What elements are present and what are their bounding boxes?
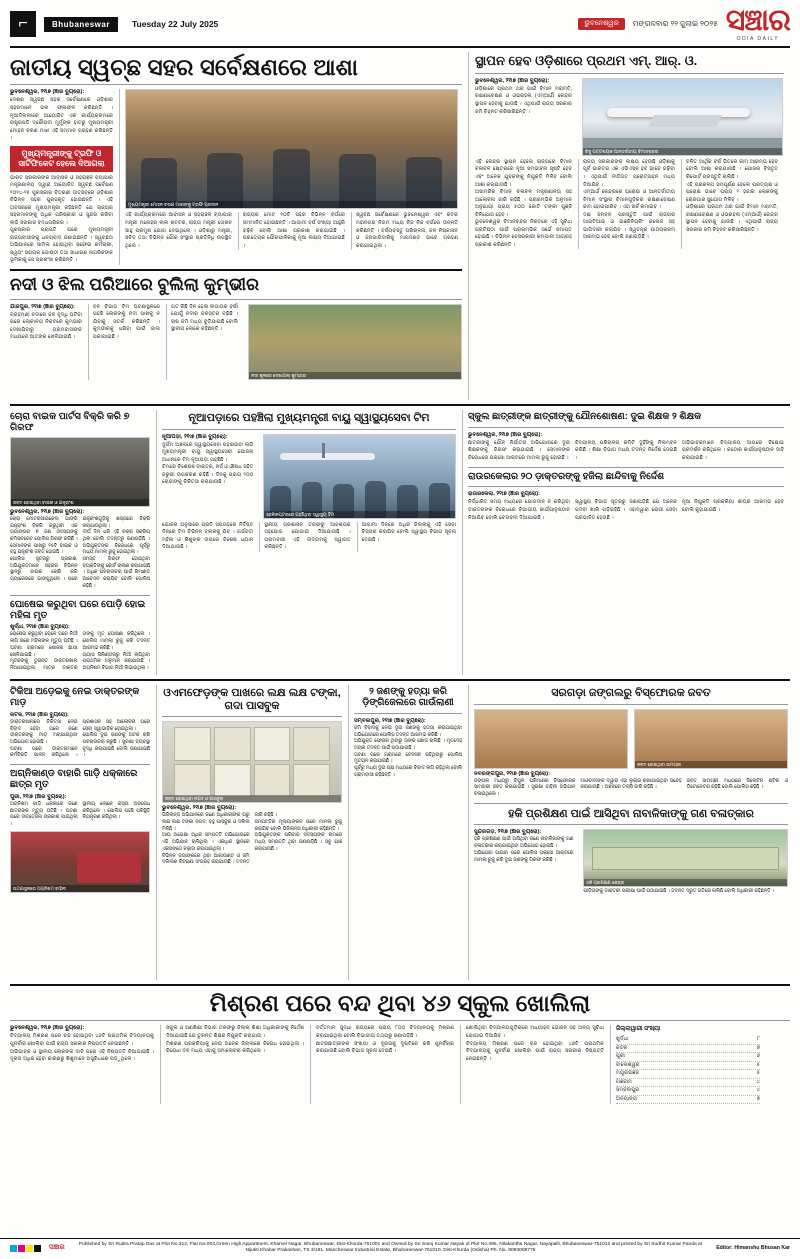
cmyk-swatch <box>18 1245 25 1252</box>
teachers-para-1: ଛାତ୍ରୀଙ୍କୁ ଯୌନ ନିର୍ଯାତନା ଅଭିଯୋଗରେ ଦୁଇ ଶିକ୍ଷକଙ୍କୁ ଗିରଫ କରାଯାଇଛି । ସେମାନଙ୍କ ବିରୋଧରେ ପକ୍ସୋ ଆକ୍ଟରେ ମାମଲା ରୁଜୁ ହୋଇଛି । <box>468 439 570 461</box>
stats-row <box>616 1045 760 1054</box>
stats-row <box>616 1087 760 1096</box>
stats-label: କଟକ <box>616 1044 628 1051</box>
teachers-body <box>468 440 784 463</box>
doctor-para-1: ଡାକ୍ତରଖାନାରେ ଚିକିତ୍ସା ନେଇ ବିବାଦ ହେବା ପରେ ଜଣେ ଡାକ୍ତରଙ୍କୁ ମାଡ଼ ମରାଯାଇଥିବା ଅଭିଯୋଗ ହୋଇଛି । <box>10 719 78 745</box>
stats-row <box>616 1036 760 1045</box>
masthead <box>10 6 790 48</box>
right-column <box>468 685 788 980</box>
lead-para-6: ସ୍ୱଚ୍ଛ ସର୍ବେକ୍ଷଣରେ ଭୁବନେଶ୍ୱର ଏବଂ କଟକ ମହାନଗର ନିଗମ ମଧ୍ୟ ନିଜ ନିଜ ବର୍ଗରେ ଉନ୍ନତି କରିଛନ୍ତି । ବର୍ଜ୍ୟବସ୍ତୁ ପରିଚାଳନା, ଜଳ ନିଷ୍କାସନ ଓ ଜନଭାଗିଦାରିକୁ ମାପଦଣ୍ଡ ଭାବେ ଗ୍ରହଣ କରାଯାଇଥିଲା । <box>355 212 458 249</box>
election-para-2: ସ୍ୱାସ୍ଥ୍ୟ ବିଭାଗ ସୂତ୍ରରୁ ଜଣାପଡ଼ିଛି ଯେ ଅନେକ ପଦବୀ ଖାଲି ପଡ଼ିରହିଛି । ଏହାଦ୍ୱାରା ରୋଗୀ ସେବା ପ୍ରଭାବିତ ହେଉଛି । <box>575 499 677 521</box>
schools-body <box>10 1025 790 1104</box>
divider <box>468 486 784 487</box>
cash-headline: ଓଏମଫେଡ଼ଙ୍କ ପାଖରେ ଲକ୍ଷ ଲକ୍ଷ ଟଙ୍କା, ଗଦା ପାସବୁକ <box>163 687 341 712</box>
schools-stats-list <box>616 1036 760 1104</box>
lead-col-3 <box>238 212 345 250</box>
divider <box>10 269 462 271</box>
fire-body <box>10 802 150 829</box>
duplicate-para-3: ଘଟଣା ପରେ ଗ୍ରାମରେ ଟେନସନ ରହିଥିବାରୁ ପୋଲିସ ମୁତୟନ କରାଯାଇଛି । <box>354 752 462 765</box>
cash-para-4: ସମ୍ପତ୍ତିର ମୂଲ୍ୟାଙ୍କନ ପରେ ମାମଲା ରୁଜୁ କରାଯିବ ବୋଲି ଭିଜିଲାନ୍ସ ଅଧିକାରୀ କହିଛନ୍ତି । <box>254 819 342 832</box>
health-team-col-2 <box>162 522 253 552</box>
mro-para-1: ଓଡ଼ିଶାରେ ପ୍ରଥମ ଥର ପାଇଁ ବିମାନ ମରାମତି, ରକ୍ଷଣାବେକ୍ଷଣ ଓ ଓଭରହଲ (ଏମ୍ଆର୍ଓ) କେନ୍ଦ୍ର ସ୍ଥାପନ ହେବାକୁ ଯାଉଛି । ଏଥିପାଇଁ ରାଜ୍ୟ ସରକାର ଜମି ଚିହ୍ନଟ କରିସାରିଛନ୍ତି । <box>475 85 572 115</box>
schools-para-3: ସ୍କୁଲ ଓ ଗଣଶିକ୍ଷା ବିଭାଗ ତରଫରୁ ଜିଲ୍ଲା ଶିକ୍ଷା ଅଧିକାରୀଙ୍କୁ ନିର୍ଦ୍ଦେଶ ଦିଆଯାଇଛି ଯେ ତୁରନ୍ତ ଶିକ୍ଷକ ନିଯୁକ୍ତି କରାଯାଉ । <box>166 1025 304 1039</box>
footer-imprint: Published by Sri Rudra Pratap Das at Plot No.312, Flat No.003,Green High Appartment, Kharvel Nagar, Bhubaneswar, Dist-Khorda-751001 and Owned by Sri Saroj Kumar Nayak of Plot No.495, Nilakantha Nagar, Nayapalli, Bhubaneswar-751012 and printed by Sri Sudhir Kumar Panda at Nijukti Khabar Prakashan, TS 3/191, Mancheswar Industrial Estate, Bhubaneswar-751010, Dist-Khurda (Odisha) Ph. No. 8093008776 <box>78 1241 703 1254</box>
mro-photo-block <box>578 78 783 156</box>
flood-para-1: ବ୍ରାହ୍ମଣୀ ନଦୀରେ ଜଳ ବୃଦ୍ଧି ଘଟିବା ପରେ ଲୋକାଳୟ ନିକଟରେ କୁମ୍ଭୀର ଦେଖାଯିବାରୁ ଗ୍ରାମବାସୀଙ୍କ ମଧ୍ୟରେ ଆତଙ୍କ ଖେଳିଯାଇଛି । <box>10 311 82 341</box>
newspaper-title: ସଞ୍ଚାର <box>725 4 790 37</box>
stats-label: ଅନ୍ୟାନ୍ୟ <box>616 1095 637 1102</box>
woman-death-para-1: ରୋଷେଇ କରୁଥିବା ବେଳେ ଘରେ ନିଆଁ ଲାଗି ଜଣେ ମହିଳାଙ୍କ ମୃତ୍ୟୁ ଘଟିଛି । ଘଟଣା ଗ୍ରାମରେ ଶୋକର ଛାୟା ଖେଳିଯାଇଛି । <box>10 632 78 658</box>
flood-col-2 <box>88 304 160 380</box>
cash-para-3: ବିଭିନ୍ନ ବ୍ୟାଙ୍କରେ ଥିବା ଆକାଉଣ୍ଟ ଓ ଜମି ଦଲିଲର ବିବରଣୀ ସଂଗ୍ରହ କରାଯାଉଛି । ତଦନ୍ତ ଜାରି ରହିଛି । <box>162 813 277 866</box>
health-team-para-4: ସ୍ଥାନୀୟ ପ୍ରଶାସନ ତରଫରୁ ଆବଶ୍ୟକ ସହଯୋଗ ଯୋଗାଇ ଦିଆଯାଉଛି । ଗ୍ରାମବାସୀ ଏହି ଉଦ୍ୟମକୁ ସ୍ୱାଗତ କରିଛନ୍ତି । <box>264 521 351 551</box>
bikes-photo <box>10 437 150 507</box>
flood-photo-block <box>244 304 462 380</box>
fire-dateline: ପୁରୀ, ୨୧ା୭ (ଞ୍ଚାର ବ୍ୟୁରୋ): <box>10 793 67 800</box>
footer-editor-label: Editor: <box>716 1245 733 1252</box>
lead-para-2: ଭାରତ ସରକାରଙ୍କ ଆବାସନ ଓ ସହରାଞ୍ଚଳ ବ୍ୟାପାର ମନ୍ତ୍ରଣାଳୟ ଦ୍ୱାରା ଆୟୋଜିତ ସ୍ୱଚ୍ଛ ସର୍ବେକ୍ଷଣ ୨୦୨୪-୨୫ ପୁରସ୍କାର ବିତରଣୀ ଉତ୍ସବରେ ଓଡ଼ିଶାର ବିଭିନ୍ନ ସହର ପୁରସ୍କୃତ ହୋଇଛନ୍ତି । ଏହି ଅବସରରେ ମୁଖ୍ୟମନ୍ତ୍ରୀ କହିଛନ୍ତି ଯେ ରାଜ୍ୟର ସହରମାନଙ୍କୁ ଅଧିକ ପରିଷ୍କାର ଓ ସୁନ୍ଦର କରିବା ଲାଗି ସରକାର ବଦ୍ଧପରିକର । <box>10 174 113 226</box>
cash-body <box>162 813 342 867</box>
schools-col-3 <box>310 1025 454 1104</box>
masthead-right <box>578 6 790 42</box>
schools-dateline: ଭୁବନେଶ୍ୱର, ୨୧ା୭ (ଞ୍ଚାର ବ୍ୟୁରୋ): <box>10 1025 85 1032</box>
rape-body <box>474 829 788 896</box>
flood-col-3 <box>166 304 238 380</box>
lead-headline: ଜାତୀୟ ସ୍ୱଚ୍ଛ ସହର ସର୍ବେକ୍ଷଣରେ ଆଶା <box>10 54 358 80</box>
mro-top <box>475 78 784 156</box>
teachers-dateline: ଭୁବନେଶ୍ୱର, ୨୧ା୭ (ଞ୍ଚାର ବ୍ୟୁରୋ): <box>468 431 543 438</box>
mro-para-5: ରାଜ୍ୟ ସରକାରଙ୍କ ଲକ୍ଷ୍ୟ ହେଉଛି ଓଡ଼ିଶାକୁ ପୂର୍ବ ଭାରତର ଏକ ଏଭିଏସନ ହବ ଭାବେ ଗଢ଼ିବା । ଏଥିପାଇଁ ନୀତିଗତ ପ୍ରୋତ୍ସାହନ ମଧ୍ୟ ଦିଆଯିବ । <box>583 158 675 188</box>
rape-photo-caption: ହକି ପ୍ରଶିକ୍ଷଣ କେନ୍ଦ୍ର <box>584 879 787 886</box>
edition-city: Bhubaneswar <box>44 17 118 32</box>
lead-lower-cols <box>125 212 458 250</box>
schools-col-4 <box>460 1025 604 1104</box>
flood-col-1 <box>10 304 82 380</box>
flood-headline: ନଦୀ ଓ ଝିଲ ପରିଆରେ ବୁଲିଲା କୁମ୍ଭୀର <box>10 275 259 294</box>
schools-section <box>10 990 790 1104</box>
divider <box>162 429 456 430</box>
health-team-para-1: ଦୁର୍ଗମ ଅଞ୍ଚଳରେ ସ୍ୱାସ୍ଥ୍ୟସେବା ପହଞ୍ଚାଇବା ଲାଗି ମୁଖ୍ୟମନ୍ତ୍ରୀ ବାୟୁ ସ୍ୱାସ୍ଥ୍ୟସେବା ଯୋଜନା ଅଧୀନରେ ଟିମ ନୂଆପଡ଼ା ପହଞ୍ଚିଛି । <box>162 441 254 463</box>
bikes-para-2: ପୋଲିସ ସୂତ୍ରରୁ ପ୍ରକାଶ, ଅଭିଯୁକ୍ତମାନେ ସହରର ବିଭିନ୍ନ ସ୍ଥାନରୁ ବାଇକ ଚୋରି କରି ଗ୍ୟାରେଜରେ ଭାଙ୍ଗୁଥିଲେ । ପରେ ଯନ୍ତ୍ରାଂଶଗୁଡ଼ିକୁ ଶସ୍ତାରେ ବିକ୍ରି କରାଯାଉଥିଲା । <box>10 516 150 583</box>
bikes-column <box>10 410 150 675</box>
lead-column <box>10 52 462 400</box>
mro-para-8: ଚଳିତ ଆର୍ଥିକ ବର୍ଷ ଭିତରେ କାମ ଆରମ୍ଭ ହେବ ବୋଲି ଆଶା କରାଯାଉଛି । ଯୋଜନା ବିସ୍ତୃତ ରିପୋର୍ଟ ପ୍ରସ୍ତୁତି ଚାଲିଛି । <box>686 158 778 180</box>
schools-stats <box>610 1025 760 1104</box>
bikes-headline: ଚୋରା ବାଇକ ପାର୍ଟସ ବିକ୍ରି କରି ୭ ଗିରଫ <box>10 411 130 433</box>
lead-photo <box>125 89 458 209</box>
divider <box>162 716 342 717</box>
cmyk-registration-marks <box>10 1245 41 1252</box>
sweets-photo-2 <box>634 709 788 769</box>
woman-death-headline: ଘୋଷେଇ କରୁଥିବା ଘରେ ପୋଡ଼ି ହୋଇ ମହିଳା ମୃତ <box>10 598 146 621</box>
stats-row <box>616 1096 760 1105</box>
fire-photo-caption: ଘଟଣାସ୍ଥଳରେ ଅଗ୍ନିଶମ ବାହିନୀ <box>11 885 149 892</box>
lead-dateline: ଭୁବନେଶ୍ୱର, ୨୧ା୭ (ଞ୍ଚାର ବ୍ୟୁରୋ): <box>10 89 85 96</box>
election-dateline: ରାଉରକେଲା, ୨୧ା୭ (ଞ୍ଚାର ବ୍ୟୁରୋ): <box>468 491 541 498</box>
divider <box>10 764 150 765</box>
fire-photo <box>10 831 150 893</box>
health-team-top <box>162 434 456 519</box>
flag-icon: ⌐ <box>10 11 36 37</box>
rape-headline: ହକି ପ୍ରଶିକ୍ଷଣ ପାଇଁ ଆସିଥିବା ନାବାଳିକାଙ୍କୁ ଗଣ ବଳାତ୍କାର <box>508 807 754 820</box>
divider <box>475 73 784 74</box>
sweets-para-3: ଜବତ ସାମଗ୍ରୀ ମଧ୍ୟରେ ଜିଲେଟିନ ଷ୍ଟିକ ଓ ଡିଟୋନେଟର ରହିଛି ବୋଲି ପୋଲିସ କହିଛି । <box>686 778 788 791</box>
footer-editor <box>716 1245 790 1251</box>
health-team-photo-block <box>259 434 456 519</box>
lead-para-3: ପୁରସ୍କାର ପ୍ରାପ୍ତି ପରେ ମୁଖ୍ୟମନ୍ତ୍ରୀ ରାଜ୍ୟବାସୀଙ୍କୁ ଧନ୍ୟବାଦ ଜଣାଇଛନ୍ତି । ସ୍ୱଚ୍ଛତା ଅଭିଯାନରେ ସାମିଲ ହୋଇଥିବା ସଫେଇ କର୍ମଚାରୀ, ସ୍ୱୟଂ ସହାୟକ ଗୋଷ୍ଠୀ ତଥା ସାଧାରଣ ନାଗରିକଙ୍କ ଭୂମିକାକୁ ସେ ପ୍ରଶଂସା କରିଛନ୍ତି । <box>10 227 113 264</box>
mro-col-1 <box>475 78 572 156</box>
health-team-para-2: ଟିମରେ ବିଶେଷଜ୍ଞ ଡାକ୍ତର, ନର୍ସ ଓ ଔଷଧ ସହିତ ଜରୁରୀ ଉପକରଣ ରହିଛି । ଦିନକୁ ପ୍ରାୟ ୨୦୦ ରୋଗୀଙ୍କୁ ଚିକିତ୍ସା କରାଯାଉଛି । <box>162 464 254 486</box>
mro-para-4: ଭୁବନେଶ୍ୱର ବିମାନବନ୍ଦର ନିକଟରେ ଏହି ସୁବିଧା ପ୍ରତିଷ୍ଠା ପାଇଁ ପ୍ରାରମ୍ଭିକ ସର୍ଭେ ସମାପ୍ତ ହୋଇଛି । ବିଭିନ୍ନ ବେସରକାରୀ କମ୍ପାନୀ ଆଗ୍ରହ ପ୍ରକାଶ କରିଛନ୍ତି । <box>475 219 572 248</box>
fire-para-1: ଅଗ୍ନିଶମ ଗାଡ଼ି ଧକ୍କାରେ ଜଣେ ଛାତ୍ରଙ୍କ ମୃତ୍ୟୁ ଘଟିଛି । ଘଟଣା ପରେ ଉତ୍ତେଜନା ପ୍ରକାଶ ପାଇଥିଲା । <box>10 801 78 828</box>
schools-stats-title: ଜିଲ୍ଲାୱାରୀ ସଂଖ୍ୟା <box>616 1026 661 1033</box>
mro-col-b <box>578 159 675 249</box>
rape-col-1 <box>474 829 573 896</box>
duplicate-para-4: ପୂର୍ବରୁ ମଧ୍ୟ ଦୁଇ ପକ୍ଷ ମଧ୍ୟରେ ବିବାଦ ଲାଗି ରହିଥିଲା ବୋଲି ଗ୍ରାମବାସୀ କହିଛନ୍ତି । <box>354 766 462 778</box>
duplicate-dateline: ସମ୍ବଲପୁର, ୨୧ା୭ (ଞ୍ଚାର ବ୍ୟୁରୋ): <box>354 717 426 724</box>
mro-headline: ସ୍ଥାପନ ହେବ ଓଡ଼ିଶାରେ ପ୍ରଥମ ଏମ୍. ଆର୍. ଓ. <box>475 53 698 68</box>
flood-photo-caption: ନଦୀ କୂଳରେ ଦେଖାଗଲା କୁମ୍ଭୀର <box>249 372 461 379</box>
doctor-para-3: ପୋଲିସ ଦୁଇ ଜଣଙ୍କୁ ଅଟକ ରଖି ପଚରାଉଚରା କରୁଛି । ସୁରକ୍ଷା ବ୍ୟବସ୍ଥା ବୃଦ୍ଧି କରାଯାଇଛି ବୋଲି ଜଣାଯାଇଛି । <box>82 733 150 759</box>
divider <box>10 299 462 300</box>
cmyk-swatch <box>26 1245 33 1252</box>
cash-photo <box>162 721 342 803</box>
health-team-col-1 <box>162 434 253 519</box>
rape-para-2: ଅଭିଯୋଗ ପାଇବା ପରେ ପୋଲିସ ପକ୍ସୋ ଆକ୍ଟରେ ମାମଲା ରୁଜୁ କରି ଦୁଇ ଜଣଙ୍କୁ ଗିରଫ କରିଛି । <box>474 850 574 863</box>
divider <box>10 595 150 596</box>
cash-para-1: ଭିଜିଲାନ୍ସ ଅଭିଯାନରେ ଜଣେ ଅଧିକାରୀଙ୍କ ଘରୁ ଲକ୍ଷ ଲକ୍ଷ ଟଙ୍କା ନଗଦ, ବହୁ ପାସବୁକ ଓ ଦଲିଲ ମିଳିଛି । <box>162 813 250 832</box>
divider <box>474 803 788 804</box>
health-team-para-5: ଆଗାମୀ ଦିନରେ ଅଧିକ ଜିଲ୍ଲାକୁ ଏହି ସେବା ବିସ୍ତାର କରାଯିବ ବୋଲି ସ୍ୱାସ୍ଥ୍ୟ ବିଭାଗ ସୂଚନା ଦେଇଛି । <box>361 521 456 543</box>
stats-label: ସମ୍ବଲପୁର <box>616 1087 640 1094</box>
footer-logo: ସଞ୍ଚାର <box>49 1244 65 1252</box>
top-section <box>10 52 790 400</box>
woman-death-para-2: ମୃତକଙ୍କୁ ତୁରନ୍ତ ଡାକ୍ତରଖାନା ନିଆଯାଇଥିଲା, ମାତ୍ର ଡାକ୍ତର ତାଙ୍କୁ ମୃତ ଘୋଷଣା କରିଥିଲେ । ପୋଲିସ ମାମଲା ରୁଜୁ କରି ତଦନ୍ତ ଆରମ୍ଭ କରିଛି । <box>10 632 150 671</box>
stats-label: ଗଞ୍ଜାମ <box>616 1078 632 1085</box>
doctor-body <box>10 720 150 760</box>
edition-date-en: Tuesday 22 July 2025 <box>131 19 219 29</box>
footer <box>0 1238 800 1259</box>
woman-death-dateline: ଖୁର୍ଦ୍ଧା, ୨୧ା୭ (ଞ୍ଚାର ବ୍ୟୁରୋ): <box>10 624 70 631</box>
mro-para-9: ଏହି ପ୍ରକଳ୍ପ ସମ୍ପୂର୍ଣ୍ଣ ହେଲେ ପ୍ରତ୍ୟକ୍ଷ ଓ ପରୋକ୍ଷ ଭାବେ ପ୍ରାୟ ୨ ହଜାର ଲୋକଙ୍କୁ ରୋଜଗାର ସୁଯୋଗ ମିଳିବ । <box>686 181 778 203</box>
stats-value: ୫ <box>756 1070 760 1077</box>
sweets-photos <box>474 709 788 769</box>
health-team-body <box>162 522 456 552</box>
election-headline: ରାଉରକେଲାର ୨୦ ଡ଼ାକ୍ତରଙ୍କୁ ହଜିଲା ଛାନ୍ଦିବାକୁ ନିର୍ଦ୍ଦେଶ <box>468 470 665 482</box>
doctor-headline: ଟିକିଆ ଅଡ଼େଇକୁ ନେଇ ଡାକ୍ତରଙ୍କ ମାଡ଼ <box>10 686 140 708</box>
mro-photo-caption: ବିଜୁ ପଟ୍ଟନାୟକ ଆନ୍ତର୍ଜାତୀୟ ବିମାନବନ୍ଦର <box>583 148 782 155</box>
bikes-photo-caption: ଜବତ ହୋଇଥିବା ବାଇକ ଓ ଯନ୍ତ୍ରାଂଶ <box>11 499 149 506</box>
left-briefs-column <box>10 685 150 980</box>
woman-death-para-3: ଗ୍ୟାସ ସିଲିଣ୍ଡରରୁ ନିଆଁ ଲାଗିଥିବା ପ୍ରାଥମିକ ଅନୁମାନ କରାଯାଉଛି । ଅଗ୍ନିଶମ ବିଭାଗ ନିଆଁ ଲିଭାଇଥିଲା । <box>82 652 150 671</box>
duplicate-para-1: ଜମି ବିବାଦକୁ ନେଇ ଦୁଇ ଜଣଙ୍କୁ ହତ୍ୟା କରାଯାଇଥିବା ଅଭିଯୋଗରେ ପୋଲିସ ତଦନ୍ତ ଆରମ୍ଭ କରିଛି । <box>354 725 462 738</box>
health-team-headline: ନୂଆପଡ଼ାରେ ପହଞ୍ଚିଲା ମୁଖ୍ୟମନ୍ତ୍ରୀ ବାୟୁ ସ୍ୱାସ୍ଥ୍ୟସେବା ଟିମ <box>188 412 430 424</box>
health-team-photo <box>263 434 456 519</box>
stats-row <box>616 1053 760 1062</box>
rape-photo <box>583 829 788 887</box>
rape-para-1: ହକି ପ୍ରଶିକ୍ଷଣ ପାଇଁ ଆସିଥିବା ଜଣେ ନାବାଳିକାଙ୍କୁ ଗଣ ବଳାତ୍କାର କରାଯାଇଥିବା ଅଭିଯୋଗ ହୋଇଛି । <box>474 837 574 850</box>
cash-photo-caption: ଜବତ ହୋଇଥିବା ନଗଦ ଓ ପାସବୁକ <box>163 795 341 802</box>
stats-value: ୬ <box>756 1053 760 1060</box>
health-team-column <box>156 410 456 675</box>
stats-value: ୪ <box>756 1078 760 1085</box>
lead-photo-caption: ମୁଖ୍ୟମନ୍ତ୍ରୀ ମୋହନ ଚରଣ ମାଝୀଙ୍କୁ ଟ୍ରଫି ପ୍ରଦାନ <box>126 201 457 208</box>
woman-death-body <box>10 632 150 672</box>
newspaper-subtitle: ODIA DAILY <box>736 36 780 42</box>
mro-para-6: ଏମ୍ଆର୍ଓ କେନ୍ଦ୍ରରେ ଘରୋଇ ଓ ଆନ୍ତର୍ଜାତୀୟ ବିମାନ ସଂସ୍ଥାର ବିମାନଗୁଡ଼ିକର ରକ୍ଷଣାବେକ୍ଷଣ କାମ ହୋଇପାରିବ । ଏହା ଖର୍ଚ୍ଚ କମାଇବ । <box>583 189 675 211</box>
sweets-photo-caption: ଜବତ ହୋଇଥିବା ସାମଗ୍ରୀ <box>635 761 787 768</box>
masthead-left <box>10 11 218 37</box>
teachers-para-3: ଅଭିଭାବକମାନେ ବିଦ୍ୟାଳୟ ଆଗରେ ବିକ୍ଷୋଭ ପ୍ରଦର୍ଶନ କରିଥିଲେ । କଠୋର କାର୍ଯ୍ୟାନୁଷ୍ଠାନ ଦାବି କରାଯାଇଛି । <box>682 439 784 461</box>
divider <box>10 679 790 681</box>
edition-date-odia: ମଙ୍ଗଳବାର ୨୨ ଜୁଲାଇ ୨୦୨୫ <box>632 19 718 28</box>
lead-red-banner: ମୁଖ୍ୟମନ୍ତ୍ରୀଙ୍କୁ ଟ୍ରଫି ଓ ସାର୍ଟିଫିକେଟ ହେଲେ ଦିଆଗଲା <box>10 146 113 172</box>
stats-value: ୪ <box>756 1087 760 1094</box>
teachers-column <box>462 410 784 675</box>
mro-photo <box>582 78 783 156</box>
cmyk-swatch <box>10 1245 17 1252</box>
third-section <box>10 685 790 980</box>
health-team-photo-caption: ହେଲିକପ୍ଟରରେ ପହଞ୍ଚିଥିବା ସ୍ୱାସ୍ଥ୍ୟ ଟିମ <box>264 511 455 518</box>
duplicate-headline: ୨ ଜଣଙ୍କୁ ହତ୍ୟା କରି ଡ଼ିଙ୍ଗିଜେଲରେ ଗାଉଁଲାଣୀ <box>362 686 454 708</box>
teachers-headline: ସ୍କୁଲ ଛାତ୍ରୀଙ୍କ ଛାତ୍ରୀଙ୍କୁ ଯୌନଶୋଷଣ: ଦୁଇ ଶିକ୍ଷକ ୨ ଶିକ୍ଷକ <box>468 411 702 422</box>
health-team-col-4 <box>357 522 456 552</box>
cmyk-swatch <box>34 1245 41 1252</box>
schools-para-2: ଅଭିଭାବକ ଓ ସ୍ଥାନୀୟ ଲୋକଙ୍କ ଦାବି ପରେ ଏହି ନିଷ୍ପତ୍ତି ନିଆଯାଇଛି । ଦୂରତା ଅଧିକ ହେବା କାରଣରୁ ଶିଶୁମାନେ ଅସୁବିଧାରେ ପଡ଼ୁଥିଲେ । <box>10 1048 154 1063</box>
divider <box>10 84 462 85</box>
cash-para-5: ଅଭିଯୁକ୍ତଙ୍କ ପରିବାର ସଦସ୍ୟଙ୍କ ନାମରେ ମଧ୍ୟ ସମ୍ପତ୍ତି ଥିବା ଜଣାପଡ଼ିଛି । ସବୁ ଯାଞ୍ଚ କରାଯାଉଛି । <box>254 833 342 852</box>
sweets-body <box>474 779 788 799</box>
schools-para-1: ବିଦ୍ୟାଳୟ ମିଶ୍ରଣ ପରେ ବନ୍ଦ ହୋଇଥିବା ୪୬ଟି ପ୍ରାଥମିକ ବିଦ୍ୟାଳୟକୁ ପୁନର୍ବାର ଖୋଲିବା ପାଇଁ ରାଜ୍ୟ ସରକାର ନିଷ୍ପତ୍ତି ନେଇଛନ୍ତି । <box>10 1033 154 1047</box>
stats-label: ଖୁର୍ଦ୍ଧା <box>616 1036 629 1043</box>
mro-dateline: ଭୁବନେଶ୍ୱର, ୨୧ା୭ (ଞ୍ଚାର ବ୍ୟୁରୋ): <box>475 77 550 84</box>
stats-label: ବାଲେଶ୍ୱର <box>616 1061 640 1068</box>
schools-para-6: ଛାତ୍ରଛାତ୍ରୀଙ୍କ ସଂଖ୍ୟା ଓ ଦୂରତାକୁ ଦୃଷ୍ଟିରେ ରଖି ପୁନର୍ବିଚାର କରାଯାଉଛି ବୋଲି ବିଭାଗ ସୂଚନା ଦେଇଛି । <box>316 1040 454 1055</box>
rape-dateline: ସୁନ୍ଦରଗଡ଼, ୨୧ା୭ (ଞ୍ଚାର ବ୍ୟୁରୋ): <box>474 829 542 836</box>
middle-section <box>10 410 790 675</box>
rape-photo-block <box>579 829 788 896</box>
schools-col-2 <box>160 1025 304 1104</box>
lead-col-2 <box>125 212 232 250</box>
mro-para-1-repeat: ଓଡ଼ିଶାରେ ପ୍ରଥମ ଥର ପାଇଁ ବିମାନ ମରାମତି, ରକ୍ଷଣାବେକ୍ଷଣ ଓ ଓଭରହଲ (ଏମ୍ଆର୍ଓ) କେନ୍ଦ୍ର ସ୍ଥାପନ ହେବାକୁ ଯାଉଛି । ଏଥିପାଇଁ ରାଜ୍ୟ ସରକାର ଜମି ଚିହ୍ନଟ କରିସାରିଛନ୍ତି । <box>686 204 778 233</box>
flood-body <box>10 304 462 380</box>
fire-para-2: ସ୍ଥାନୀୟ ଲୋକେ ରାସ୍ତା ଅବରୋଧ କରିଥିଲେ । ପୋଲିସ ପହଞ୍ଚି ପରିସ୍ଥିତି ନିୟନ୍ତ୍ରଣ କରିଥିଲା । <box>82 801 150 821</box>
election-para-3: ନୂଆ ନିଯୁକ୍ତି ପ୍ରକ୍ରିୟା ଶୀଘ୍ର ଆରମ୍ଭ ହେବ ବୋଲି କୁହାଯାଇଛି । <box>682 499 784 513</box>
election-para-1: ନିର୍ଦ୍ଧାରିତ ସମୟ ମଧ୍ୟରେ ଯୋଗଦାନ ନ କରିଥିବା ଡାକ୍ତରଙ୍କ ବିରୋଧରେ ବିଭାଗୀୟ କାର୍ଯ୍ୟାନୁଷ୍ଠାନ ନିଆଯିବ ବୋଲି ଚେତାବନୀ ଦିଆଯାଇଛି । <box>468 499 570 521</box>
mro-col-a <box>475 159 572 249</box>
mro-para-2: ଏହି କେନ୍ଦ୍ର ସ୍ଥାପନ ହେଲେ ରାଜ୍ୟରେ ବିମାନ ଚଳାଚଳ କ୍ଷେତ୍ରରେ ନୂଆ ସମ୍ଭାବନା ସୃଷ୍ଟି ହେବ ଏବଂ ଅନେକ ଯୁବକଙ୍କୁ ନିଯୁକ୍ତି ମିଳିବ ବୋଲି ଆଶା କରାଯାଉଛି । <box>475 158 572 188</box>
mro-col-c <box>681 159 778 249</box>
divider <box>10 1020 790 1021</box>
election-body <box>468 499 784 522</box>
lead-body <box>10 89 462 265</box>
health-team-col-3 <box>259 522 350 552</box>
schools-para-5: ବର୍ତ୍ତମାନ ସୁଦ୍ଧା ରାଜ୍ୟରେ ପ୍ରାୟ ୮୦୦ ବିଦ୍ୟାଳୟକୁ ମିଶ୍ରଣ କରାଯାଇଥିଲା ବୋଲି ବିଭାଗୀୟ ତଥ୍ୟରୁ ଜଣାପଡ଼ିଛି । <box>316 1025 454 1039</box>
stats-label: ପୁରୀ <box>616 1053 625 1060</box>
health-team-dateline: ନୂଆପଡ଼ା, ୨୧ା୭ (ଞ୍ଚାର ବ୍ୟୁରୋ): <box>162 433 228 440</box>
sweets-photo-1 <box>474 709 628 769</box>
flood-para-2: ବନ ବିଭାଗ ଟିମ ଘଟଣାସ୍ଥଳରେ ପହଞ୍ଚି ଲୋକଙ୍କୁ ନଦୀ ପାଖକୁ ନ ଯିବାକୁ ସତର୍କ କରିଛନ୍ତି । କୁମ୍ଭୀରକୁ ଧରିବା ପାଇଁ ଜାଲ ପକାଯାଇଛି । <box>93 303 160 340</box>
sweets-headline: ସରଗଡ଼ା ଜଙ୍ଗଲରୁ ବିସ୍ଫୋରକ ଜବତ <box>551 687 711 699</box>
cash-column <box>156 685 342 980</box>
stats-row <box>616 1079 760 1088</box>
rape-para-3: ପୀଡ଼ିତାଙ୍କୁ ଡାକ୍ତରୀ ପରୀକ୍ଷା ପାଇଁ ପଠାଯାଇଛି । ତଦନ୍ତ ଦ୍ରୁତ ଗତିରେ ଚାଲିଛି ବୋଲି ଅଧିକାରୀ କହିଛନ୍ତି । <box>583 889 774 895</box>
bikes-para-4: ସମସ୍ତ ଗିରଫ ହୋଇଥିବା ବ୍ୟକ୍ତିଙ୍କୁ କୋର୍ଟ ଚାଲାଣ କରାଯାଇଛି । ଅଧିକ ପଚରାଉଚରା ପାଇଁ ରିମାଣ୍ଡ ଆବେଦନ କରାଯିବ ବୋଲି ପୋଲିସ କହିଛି । <box>82 557 150 589</box>
cash-dateline: ଭୁବନେଶ୍ୱର, ୨୧ା୭ (ଞ୍ଚାର ବ୍ୟୁରୋ): <box>162 805 237 812</box>
lead-para-4: ଏହି କାର୍ଯ୍ୟକ୍ରମରେ ଆବାସନ ଓ ସହରାଞ୍ଚଳ ବ୍ୟାପାର ମନ୍ତ୍ରୀ ମନୋହର ଲାଲ ଖଟ୍ଟର, ରାଜ୍ୟ ମନ୍ତ୍ରୀ ତୋଖନ ସାହୁ ପ୍ରମୁଖ ଯୋଗ ଦେଇଥିଲେ । ଓଡ଼ିଶାରୁ ମନ୍ତ୍ରୀ, ସଚିବ ତଥା ବିଭିନ୍ନ ପୌର ସଂସ୍ଥାର ପ୍ରତିନିଧି ଉପସ୍ଥିତ ଥିଲେ । <box>125 212 232 249</box>
divider <box>354 713 462 714</box>
schools-para-1-cont: ବିଦ୍ୟାଳୟ ମିଶ୍ରଣ ପରେ ବନ୍ଦ ହୋଇଥିବା ୪୬ଟି ପ୍ରାଥମିକ ବିଦ୍ୟାଳୟକୁ ପୁନର୍ବାର ଖୋଲିବା ପାଇଁ ରାଜ୍ୟ ସରକାର ନିଷ୍ପତ୍ତି ନେଇଛନ୍ତି । <box>466 1040 604 1062</box>
duplicate-column <box>348 685 462 980</box>
mro-body <box>475 159 784 249</box>
lead-para-5: ରାଜ୍ୟର ମୋଟ ୧୦ଟି ସହର ବିଭିନ୍ନ ବର୍ଗରେ ସମ୍ମାନିତ ହୋଇଛନ୍ତି । ଆଗାମୀ ବର୍ଷ ସଂଖ୍ୟା ଆହୁରି ବଢ଼ିବ ବୋଲି ଆଶା ପ୍ରକାଶ କରାଯାଇଛି । ପ୍ରତ୍ୟେକ ପୌରପାଳିକାକୁ ନୂଆ ଲକ୍ଷ୍ୟ ଦିଆଯାଇଛି । <box>242 212 345 249</box>
flood-para-3: ଗତ କିଛି ଦିନ ହେଲା ଲଗାତାର ବର୍ଷା ଯୋଗୁଁ ନଦୀର ଜଳସ୍ତର ବଢ଼ିଛି । ଚାଷ ଜମି ମଧ୍ୟ ବୁଡ଼ିଯାଇଛି ବୋଲି ସ୍ଥାନୀୟ ଲୋକେ କହିଛନ୍ତି । <box>171 303 238 333</box>
divider <box>474 824 788 825</box>
lead-col-4 <box>351 212 458 250</box>
mro-column <box>468 52 784 400</box>
bikes-dateline: ଭୁବନେଶ୍ୱର, ୨୧ା୭ (ଞ୍ଚାର ବ୍ୟୁରୋ): <box>10 508 85 515</box>
flood-story <box>10 275 462 380</box>
stats-value: ୭ <box>756 1095 760 1102</box>
flood-photo <box>248 304 462 380</box>
bikes-body <box>10 517 150 591</box>
doctor-dateline: କଟକ, ୨୧ା୭ (ଞ୍ଚାର ବ୍ୟୁରୋ): <box>10 711 69 718</box>
photo-people-shapes <box>126 144 457 209</box>
stats-row <box>616 1070 760 1079</box>
fire-headline: ଅଗ୍ନିକାଣ୍ଡ ବାହାରି ଗାଡ଼ି ଧକ୍କାରେ ଛାତ୍ର ମୃତ <box>10 768 138 790</box>
mro-para-3: ଅସାମରିକ ବିମାନ ଚଳାଚଳ ମନ୍ତ୍ରଣାଳୟ ସହ ଆଲୋଚନା ଜାରି ରହିଛି । ପ୍ରାରମ୍ଭିକ ଅନୁମାନ ଅନୁଯାୟୀ ପ୍ରାୟ ୫୦୦ କୋଟି ଟଙ୍କା ପୁଞ୍ଜି ବିନିଯୋଗ ହେବ । <box>475 189 572 218</box>
cash-para-2: ଆୟ ଅପେକ୍ଷା ଅଧିକ ସମ୍ପତ୍ତି ଅଭିଯୋଗରେ ଏହି ଅଭିଯାନ ଚାଲିଥିଲା । ଏକାଧିକ ସ୍ଥାନରେ ଏକସଙ୍ଗେ ଚଢ଼ାଉ କରାଯାଇଥିଲା । <box>162 833 250 852</box>
schools-para-7: ଖୋଲିଥିବା ବିଦ୍ୟାଳୟଗୁଡ଼ିକରେ ମଧ୍ୟାହ୍ନ ଭୋଜନ ସହ ଅନ୍ୟ ସୁବିଧା ଯୋଗାଇ ଦିଆଯିବ । <box>466 1025 604 1039</box>
divider <box>468 467 784 468</box>
divider <box>474 704 788 705</box>
sweets-para-1: ଜଙ୍ଗଲ ମଧ୍ୟରୁ ବିପୁଳ ପରିମାଣର ବିସ୍ଫୋରକ ସାମଗ୍ରୀ ଜବତ କରାଯାଇଛି । ସୁରକ୍ଷା ବାହିନୀ ଅଭିଯାନ ଚଳାଇଥିଲେ । <box>474 778 576 798</box>
schools-para-4: ମିଶ୍ରଣ ପ୍ରକ୍ରିୟାକୁ ନେଇ ଅନେକ ଜିଲ୍ଲାରେ ବିରୋଧ ହୋଇଥିଲା । ବିରୋଧୀ ଦଳ ମଧ୍ୟ ଏହାକୁ ସମାଲୋଚନା କରିଥିଲେ । <box>166 1040 304 1055</box>
schools-headline: ମିଶ୍ରଣ ପରେ ବନ୍ଦ ଥିବା ୪୬ ସ୍କୁଲ ଖୋଲିଲା <box>209 990 591 1016</box>
stats-value: ୭ <box>756 1044 760 1051</box>
stats-value: ୫ <box>756 1061 760 1068</box>
teachers-para-2: ବିଦ୍ୟାଳୟ ପରିଚାଳନା କମିଟି ଦୁହିଁଙ୍କୁ ନିଲମ୍ବନ କରିଛି । ଶିକ୍ଷା ବିଭାଗ ମଧ୍ୟ ତଦନ୍ତ ନିର୍ଦ୍ଦେଶ ଦେଇଛି । <box>575 439 677 461</box>
divider <box>10 984 790 986</box>
divider <box>468 427 784 428</box>
doctor-para-2: ଘଟଣା ପରେ ଡାକ୍ତରମାନେ କର୍ମବିରତି ପାଳନ କରିଥିଲେ । ପ୍ରଶାସନ ସହ ଆଲୋଚନା ପରେ ସେବା ସ୍ୱାଭାବିକ ହୋଇଥିଲା । <box>10 719 150 759</box>
footer-editor-name: Himanshu Bhusan Kar <box>734 1245 790 1252</box>
lead-photo-block <box>119 89 458 265</box>
lead-para-1: ଦେଶର ସ୍ୱଚ୍ଛ ସହର ସର୍ବେକ୍ଷଣରେ ଓଡ଼ିଶାର ସହରମାନେ ଭଲ ଫଳାଫଳ କରିଛନ୍ତି । ନୂଆଦିଲ୍ଲୀରେ ଆୟୋଜିତ ଏକ କାର୍ଯ୍ୟକ୍ରମରେ ରାଷ୍ଟ୍ରପତି ଦ୍ରୌପଦୀ ମୁର୍ମୁଙ୍କ ହାତରୁ ମୁଖ୍ୟମନ୍ତ୍ରୀ ମୋହନ ଚରଣ ମାଝୀ ଏହି ସମ୍ମାନ ଗ୍ରହଣ କରିଛନ୍ତି । <box>10 97 113 142</box>
bikes-para-3: ଦୀର୍ଘ ଦିନ ଧରି ଏହି ଚକ୍ର ସକ୍ରିୟ ଥିଲା ବୋଲି ତଦନ୍ତରୁ ଜଣାପଡ଼ିଛି । ଅଭିଯୁକ୍ତଙ୍କ ବିରୋଧରେ ପୂର୍ବରୁ ମଧ୍ୟ ମାମଲା ରୁଜୁ ହୋଇଥିଲା । <box>82 530 150 556</box>
flood-dateline: ଯାଜପୁର, ୨୧ା୭ (ଞ୍ଚାର ବ୍ୟୁରୋ): <box>10 303 75 310</box>
divider <box>10 404 790 406</box>
lead-col-1 <box>10 89 113 265</box>
duplicate-para-2: ଅଭିଯୁକ୍ତ ଫେରାର ଥିବାରୁ ତାଙ୍କ ଖୋଜ ଚାଲିଛି । ମୃତଦେହ ମୟନା ତଦନ୍ତ ପାଇଁ ପଠାଯାଇଛି । <box>354 739 462 751</box>
stats-row <box>616 1062 760 1071</box>
stats-value: ୮ <box>757 1036 760 1043</box>
schools-col-1 <box>10 1025 154 1104</box>
edition-badge-odia: ଭୁବନେଶ୍ୱର <box>578 18 624 30</box>
mro-para-7: ଦକ୍ଷ ଜନବଳ ପ୍ରସ୍ତୁତି ପାଇଁ ରାଜ୍ୟର ଆଇଟିଆଇ ଓ ଇଞ୍ଜିନିୟରିଂ କଲେଜ ସହ ଭାଗିଦାରୀ କରାଯିବ । ସ୍ୱତନ୍ତ୍ର ପାଠ୍ୟକ୍ରମ ଆରମ୍ଭ ହେବ ବୋଲି ଜଣାପଡ଼ିଛି । <box>583 211 675 241</box>
sweets-para-2: ମାଓବାଦୀଙ୍କ ଦ୍ୱାରା ଏହା ଲୁଚାଇ ରଖାଯାଇଥିବା ସନ୍ଦେହ କରାଯାଉଛି । ଅଞ୍ଚଳରେ ତଲାସି ଜାରି ରହିଛି । <box>580 778 682 791</box>
health-team-para-3: ଯୋଜନା ଅନୁସାରେ ପ୍ରତି ସପ୍ତାହରେ ନିର୍ଦ୍ଦିଷ୍ଟ ଦିନରେ ଟିମ ବିଭିନ୍ନ ବ୍ଲକକୁ ଯିବ । ଗର୍ଭବତୀ ମହିଳା ଓ ଶିଶୁଙ୍କ ଉପରେ ବିଶେଷ ଧ୍ୟାନ ଦିଆଯାଉଛି । <box>162 521 254 551</box>
stats-label: ମୟୂରଭଞ୍ଜ <box>616 1070 639 1077</box>
sweets-dateline: ନବରଙ୍ଗପୁର, ୨୧ା୭ (ଞ୍ଚାର ବ୍ୟୁରୋ): <box>474 770 551 777</box>
bikes-para-1: ଚୋରା ମୋଟରସାଇକେଲ ଭାଙ୍ଗି ଯନ୍ତ୍ରାଂଶ ବିକ୍ରି କରୁଥିବା ଏକ ଗ୍ୟାଙ୍ଗର ୭ ଜଣ ସଦସ୍ୟଙ୍କୁ କମିସନରେଟ ପୋଲିସ ଗିରଫ କରିଛି । ସେମାନଙ୍କ ପାଖରୁ ୧୫ଟି ବାଇକ ଓ ବହୁ ଯନ୍ତ୍ରାଂଶ ଜବତ ହୋଇଛି । <box>10 516 78 556</box>
